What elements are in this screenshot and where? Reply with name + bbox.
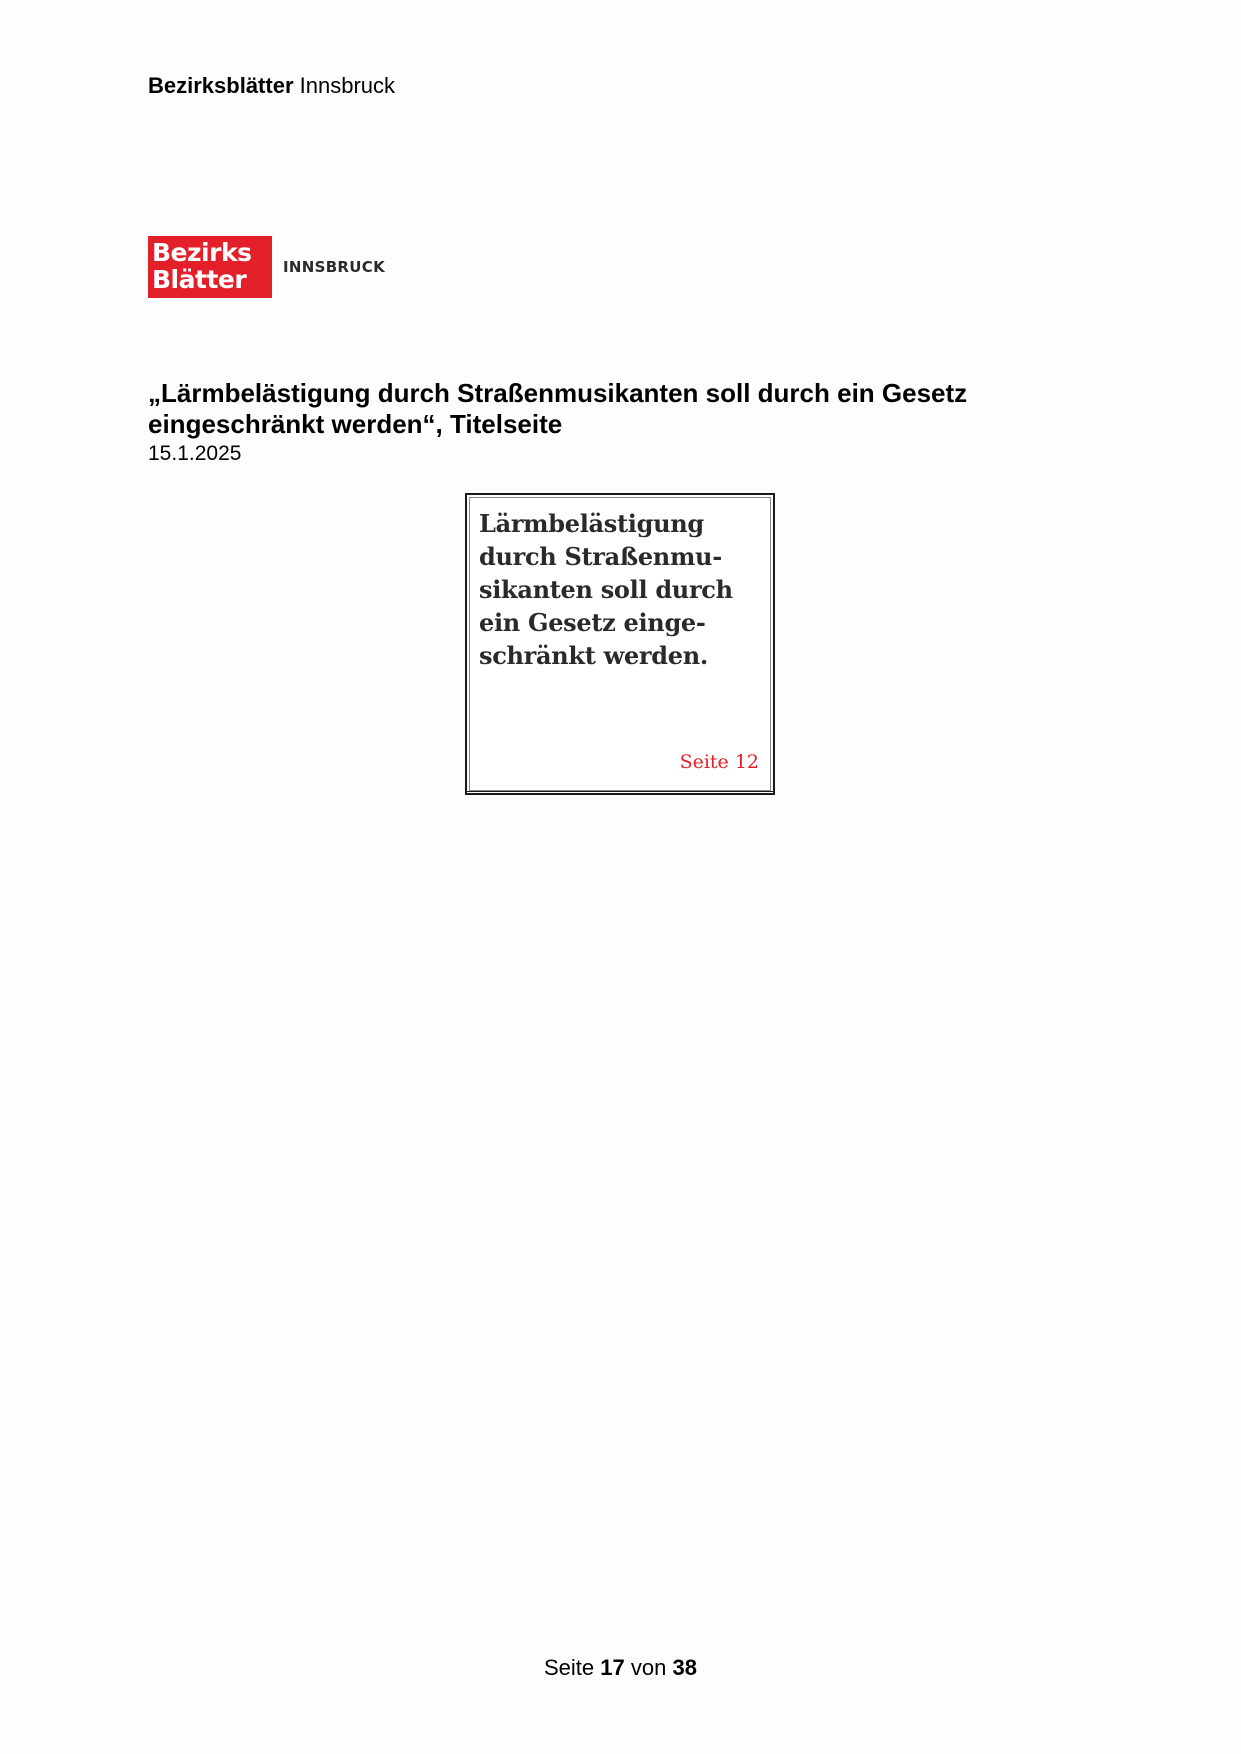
- footer-middle: von: [630, 1655, 667, 1680]
- logo-line-2: Blätter: [152, 265, 247, 294]
- newspaper-clipping: [465, 493, 775, 795]
- logo-mark: [148, 236, 272, 298]
- clipping-line: schränkt werden.: [479, 641, 708, 670]
- page-number-footer: [0, 1655, 1241, 1681]
- footer-prefix: Seite: [544, 1655, 595, 1680]
- article-date: 15.1.2025: [148, 442, 242, 465]
- logo-line-1: Bezirks: [152, 238, 252, 267]
- clipping-headline: [479, 507, 759, 672]
- logo-city: INNSBRUCK: [283, 258, 385, 276]
- clipping-line: durch Straßenmu-: [479, 542, 722, 571]
- article-title-line-2: eingeschränkt werden“, Titelseite: [148, 409, 563, 439]
- clipping-bottom-rule: [465, 791, 775, 795]
- clipping-page-reference: Seite 12: [679, 751, 759, 773]
- document-header: [148, 73, 395, 99]
- publication-region: Innsbruck: [299, 73, 396, 98]
- footer-total-pages: 38: [672, 1655, 697, 1680]
- clipping-line: ein Gesetz einge-: [479, 608, 706, 637]
- article-title: [148, 378, 1078, 440]
- footer-current-page: 17: [600, 1655, 625, 1680]
- publication-logo: [148, 236, 385, 298]
- article-title-line-1: „Lärmbelästigung durch Straßenmusikanten soll durch ein Gesetz: [148, 378, 968, 408]
- clipping-line: sikanten soll durch: [479, 575, 733, 604]
- clipping-line: Lärmbelästigung: [479, 509, 704, 538]
- publication-name: Bezirksblätter: [148, 73, 294, 98]
